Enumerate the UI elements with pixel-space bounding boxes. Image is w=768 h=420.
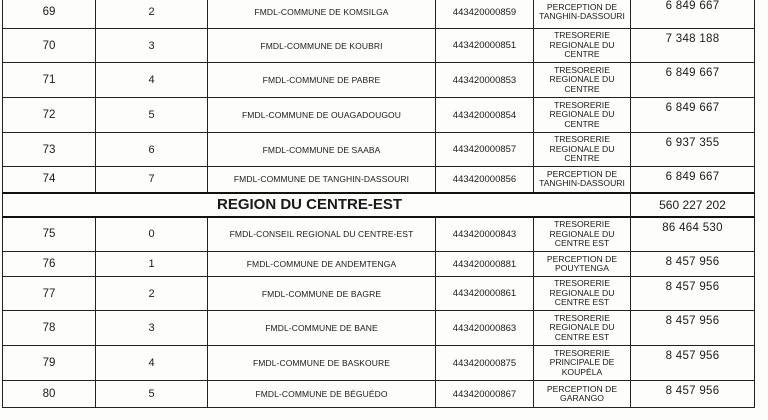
table-row bbox=[3, 167, 755, 193]
table-row bbox=[3, 0, 755, 29]
beneficiary-name: FMDL-COMMUNE DE BASKOURE bbox=[208, 346, 436, 381]
beneficiary-name: FMDL-COMMUNE DE BÉGUÉDO bbox=[208, 381, 436, 408]
amount: 8 457 956 bbox=[631, 311, 755, 346]
paying-office-line: POUYTENGA bbox=[555, 263, 609, 273]
account-number: 443420000854 bbox=[436, 98, 534, 133]
amount: 8 457 956 bbox=[631, 277, 755, 311]
paying-office-line: REGIONALE DU bbox=[549, 39, 615, 50]
paying-office-line: REGIONALE DU bbox=[549, 322, 615, 333]
paying-office bbox=[534, 98, 631, 133]
paying-office-line: TRESORERIE bbox=[554, 347, 610, 358]
paying-office-line: KOUPÉLA bbox=[561, 366, 603, 377]
table-row bbox=[3, 252, 755, 277]
paying-office-line: TRESORERIE bbox=[554, 64, 610, 75]
row-number: 74 bbox=[3, 167, 96, 193]
account-number: 443420000843 bbox=[436, 217, 534, 252]
table-row bbox=[3, 346, 755, 381]
amount: 8 457 956 bbox=[631, 252, 755, 277]
order-number: 6 bbox=[96, 133, 208, 167]
account-number: 443420000863 bbox=[436, 311, 534, 346]
beneficiary-name: FMDL-COMMUNE DE BAGRE bbox=[208, 277, 436, 311]
paying-office-line: PERCEPTION DE bbox=[546, 253, 618, 264]
paying-office-line: TANGHIN-DASSOURI bbox=[539, 178, 625, 189]
order-number: 2 bbox=[96, 0, 208, 29]
amount: 6 849 667 bbox=[631, 98, 755, 133]
paying-office-line: TRESORERIE bbox=[554, 312, 610, 323]
beneficiary-name: FMDL-CONSEIL REGIONAL DU CENTRE-EST bbox=[208, 217, 436, 252]
account-number: 443420000881 bbox=[436, 252, 534, 277]
amount: 6 937 355 bbox=[631, 133, 755, 167]
row-number: 75 bbox=[3, 217, 96, 252]
paying-office-line: CENTRE bbox=[564, 153, 600, 164]
order-number: 5 bbox=[96, 381, 208, 408]
row-number: 71 bbox=[3, 63, 96, 98]
paying-office-line: TRESORERIE bbox=[554, 278, 610, 289]
region-name: REGION DU CENTRE-EST bbox=[3, 193, 631, 217]
paying-office bbox=[534, 0, 631, 29]
paying-office-line: TANGHIN-DASSOURI bbox=[539, 11, 625, 21]
account-number: 443420000867 bbox=[436, 381, 534, 408]
table-row bbox=[3, 63, 755, 98]
amount: 6 849 667 bbox=[631, 167, 755, 193]
paying-office-line: CENTRE bbox=[564, 83, 600, 94]
paying-office-line: CENTRE EST bbox=[554, 331, 610, 342]
table-row bbox=[3, 98, 755, 133]
paying-office-line: PERCEPTION DE bbox=[546, 1, 618, 12]
region-header-section bbox=[3, 193, 755, 217]
row-number: 72 bbox=[3, 98, 96, 133]
beneficiary-name: FMDL-COMMUNE DE SAABA bbox=[208, 133, 436, 167]
paying-office-line: REGIONALE DU bbox=[549, 287, 615, 298]
paying-office-line: CENTRE EST bbox=[554, 297, 610, 308]
paying-office-line: REGIONALE DU bbox=[549, 74, 615, 85]
account-number: 443420000875 bbox=[436, 346, 534, 381]
beneficiary-name: FMDL-COMMUNE DE KOMSILGA bbox=[208, 0, 436, 29]
beneficiary-name: FMDL-COMMUNE DE OUAGADOUGOU bbox=[208, 98, 436, 133]
beneficiary-name: FMDL-COMMUNE DE ANDEMTENGA bbox=[208, 252, 436, 277]
amount: 8 457 956 bbox=[631, 346, 755, 381]
beneficiary-name: FMDL-COMMUNE DE PABRE bbox=[208, 63, 436, 98]
order-number: 4 bbox=[96, 346, 208, 381]
order-number: 1 bbox=[96, 252, 208, 277]
table-row bbox=[3, 381, 755, 408]
row-number: 69 bbox=[3, 0, 96, 29]
order-number: 2 bbox=[96, 277, 208, 311]
amount: 6 849 667 bbox=[631, 63, 755, 98]
order-number: 0 bbox=[96, 217, 208, 252]
row-number: 79 bbox=[3, 346, 96, 381]
beneficiary-name: FMDL-COMMUNE DE KOUBRI bbox=[208, 29, 436, 63]
account-number: 443420000856 bbox=[436, 167, 534, 193]
paying-office bbox=[534, 217, 631, 252]
account-number: 443420000853 bbox=[436, 63, 534, 98]
paying-office bbox=[534, 277, 631, 311]
table-row bbox=[3, 133, 755, 167]
region-header-row bbox=[3, 193, 755, 217]
region-total-amount: 560 227 202 bbox=[631, 193, 755, 217]
amount: 7 348 188 bbox=[631, 29, 755, 63]
paying-office bbox=[534, 167, 631, 193]
amount: 8 457 956 bbox=[631, 381, 755, 408]
paying-office-line: TRESORERIE bbox=[554, 30, 610, 41]
amount: 6 849 667 bbox=[631, 0, 755, 29]
paying-office-line: REGIONALE DU bbox=[549, 109, 615, 120]
table-body-centre-est bbox=[3, 217, 755, 408]
paying-office-line: TRESORERIE bbox=[554, 134, 610, 145]
beneficiary-name: FMDL-COMMUNE DE BANE bbox=[208, 311, 436, 346]
paying-office bbox=[534, 29, 631, 63]
row-number: 80 bbox=[3, 381, 96, 408]
order-number: 5 bbox=[96, 98, 208, 133]
paying-office-line: CENTRE EST bbox=[554, 238, 610, 248]
account-number: 443420000861 bbox=[436, 277, 534, 311]
order-number: 4 bbox=[96, 63, 208, 98]
beneficiary-name: FMDL-COMMUNE DE TANGHIN-DASSOURI bbox=[208, 167, 436, 193]
paying-office-line: PERCEPTION DE bbox=[546, 168, 618, 179]
paying-office-line: REGIONALE DU bbox=[549, 228, 615, 239]
account-number: 443420000857 bbox=[436, 133, 534, 167]
row-number: 77 bbox=[3, 277, 96, 311]
table-row bbox=[3, 29, 755, 63]
table-row bbox=[3, 277, 755, 311]
paying-office bbox=[534, 311, 631, 346]
paying-office bbox=[534, 346, 631, 381]
row-number: 70 bbox=[3, 29, 96, 63]
table-body-centre bbox=[3, 0, 755, 193]
paying-office-line: GARANGO bbox=[560, 393, 604, 403]
order-number: 3 bbox=[96, 29, 208, 63]
row-number: 76 bbox=[3, 252, 96, 277]
account-number: 443420000859 bbox=[436, 0, 534, 29]
table-row bbox=[3, 217, 755, 252]
row-number: 73 bbox=[3, 133, 96, 167]
allocation-table bbox=[2, 0, 755, 408]
paying-office bbox=[534, 133, 631, 167]
order-number: 7 bbox=[96, 167, 208, 193]
paying-office-line: PERCEPTION DE bbox=[546, 383, 618, 394]
table-row bbox=[3, 311, 755, 346]
paying-office-line: CENTRE bbox=[564, 49, 600, 60]
paying-office bbox=[534, 252, 631, 277]
amount: 86 464 530 bbox=[631, 217, 755, 252]
paying-office-line: REGIONALE DU bbox=[549, 143, 615, 154]
paying-office-line: CENTRE bbox=[564, 118, 600, 129]
paying-office-line: PRINCIPALE DE bbox=[549, 357, 615, 368]
row-number: 78 bbox=[3, 311, 96, 346]
paying-office-line: TRESORERIE bbox=[554, 219, 610, 229]
paying-office-line: TRESORERIE bbox=[554, 99, 610, 110]
order-number: 3 bbox=[96, 311, 208, 346]
paying-office bbox=[534, 381, 631, 408]
paying-office bbox=[534, 63, 631, 98]
account-number: 443420000851 bbox=[436, 29, 534, 63]
